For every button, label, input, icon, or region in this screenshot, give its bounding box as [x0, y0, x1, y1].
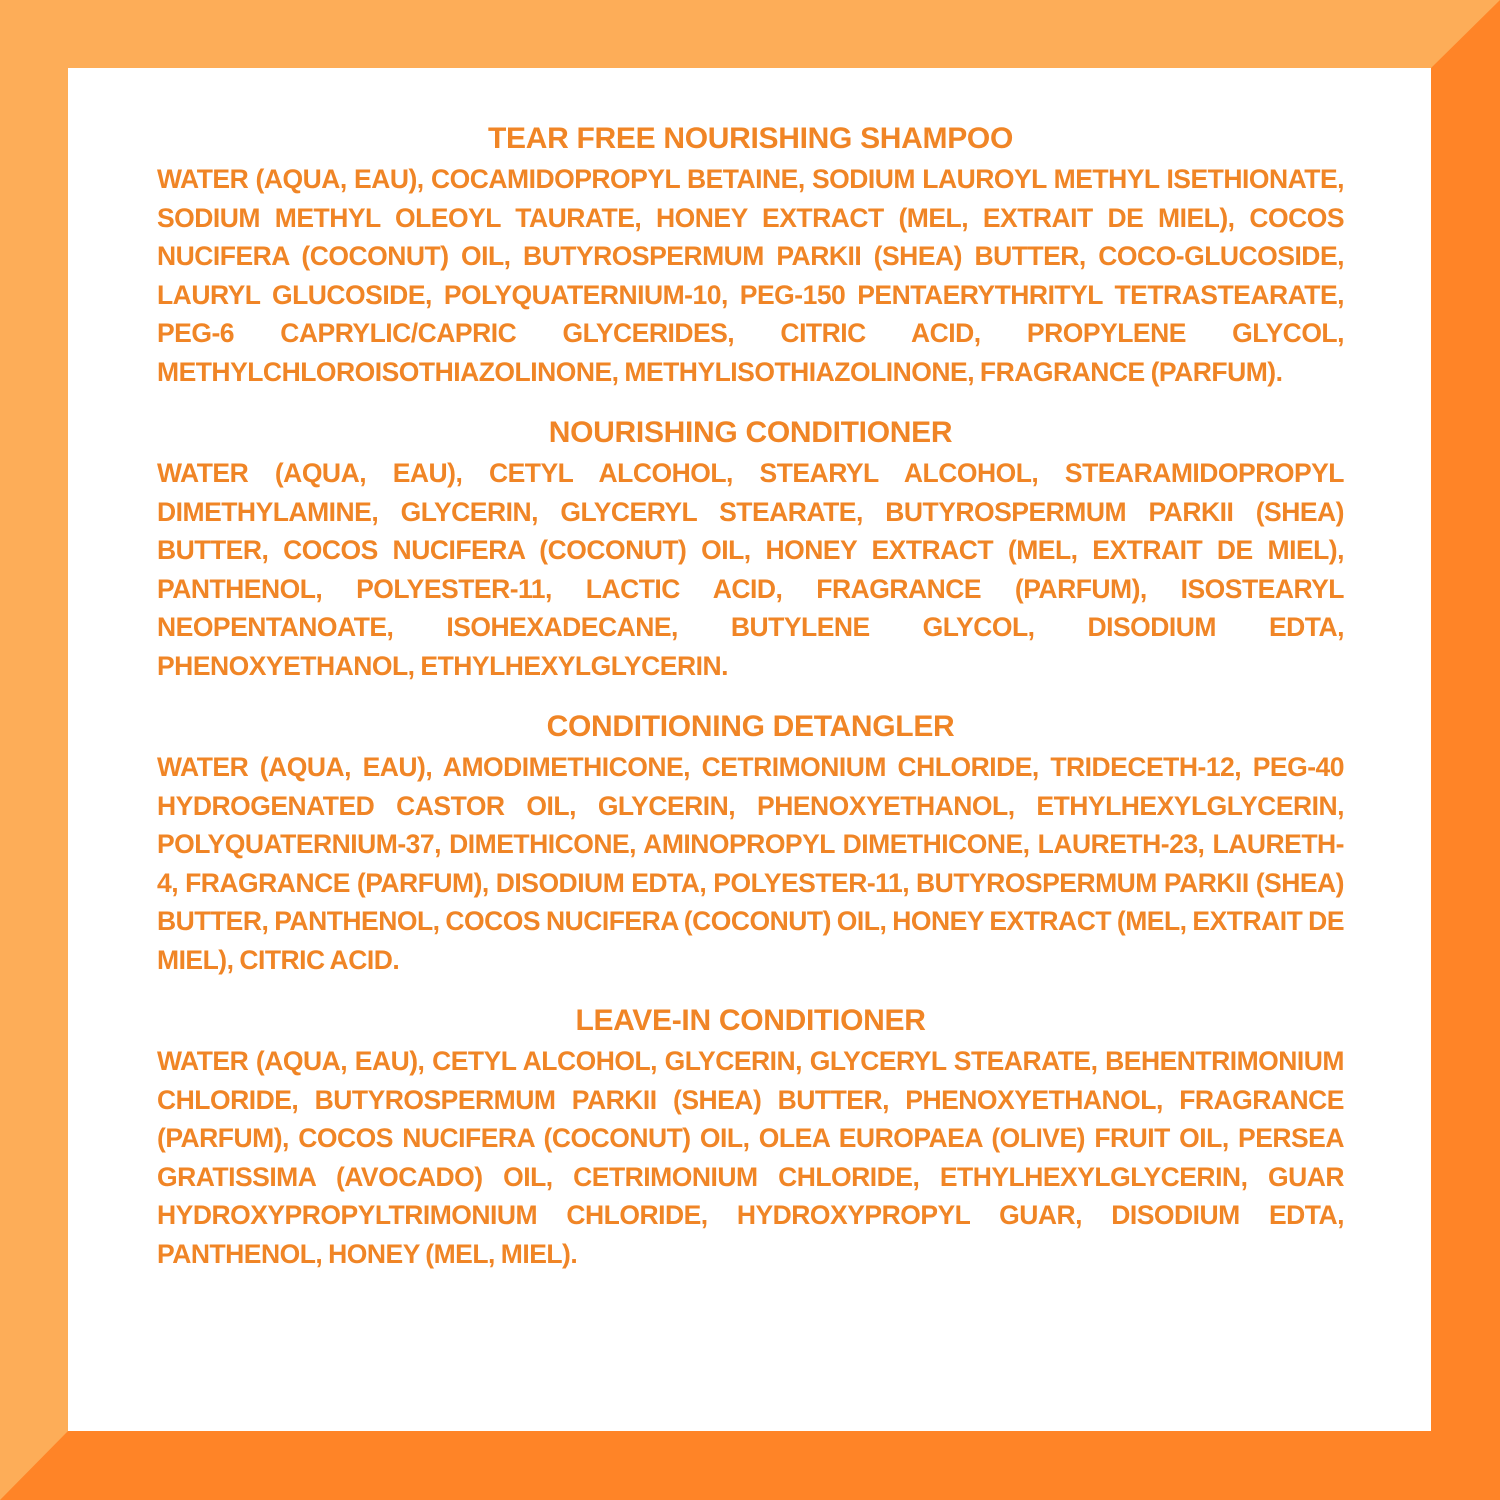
section-title: CONDITIONING DETANGLER — [546, 710, 955, 743]
section-title: NOURISHING CONDITIONER — [548, 416, 953, 449]
section-conditioner — [157, 414, 1344, 685]
ingredient-list: WATER (AQUA, EAU), COCAMIDOPROPYL BETAINE, SODIUM LAUROYL METHYL ISETHIONATE, SODIUM METHYL OLEOYL TAURATE, HONEY EXTRACT (MEL, EXTRAIT DE MIEL), COCOS NUCIFERA (COCONUT) OIL, BUTYROSPERMUM PARKII (SHEA) BUTTER, COCO-GLUCOSIDE, LAURYL GLUCOSIDE, POLYQUATERNIUM-10, PEG-150 PENTAERYTHRITYL TETRASTEARATE, PEG-6 CAPRYLIC/CAPRIC GLYCERIDES, CITRIC ACID, PROPYLENE GLYCOL, METHYLCHLOROISOTHIAZOLINONE, METHYLISOTHIAZOLINONE, FRAGRANCE (PARFUM). — [157, 164, 1344, 387]
ingredient-list: WATER (AQUA, EAU), AMODIMETHICONE, CETRIMONIUM CHLORIDE, TRIDECETH-12, PEG-40 HYDROGENATED CASTOR OIL, GLYCERIN, PHENOXYETHANOL, ETHYLHEXYLGLYCERIN, POLYQUATERNIUM-37, DIMETHICONE, AMINOPROPYL DIMETHICONE, LAURETH-23, LAURETH-4, FRAGRANCE (PARFUM), DISODIUM EDTA, POLYESTER-11, BUTYROSPERMUM PARKII (SHEA) BUTTER, PANTHENOL, COCOS NUCIFERA (COCONUT) OIL, HONEY EXTRACT (MEL, EXTRAIT DE MIEL), CITRIC ACID. — [157, 752, 1344, 975]
section-title: TEAR FREE NOURISHING SHAMPOO — [488, 122, 1013, 155]
ingredient-list: WATER (AQUA, EAU), CETYL ALCOHOL, STEARYL ALCOHOL, STEARAMIDOPROPYL DIMETHYLAMINE, GLYCERIN, GLYCERYL STEARATE, BUTYROSPERMUM PARKII (SHEA) BUTTER, COCOS NUCIFERA (COCONUT) OIL, HONEY EXTRACT (MEL, EXTRAIT DE MIEL), PANTHENOL, POLYESTER-11, LACTIC ACID, FRAGRANCE (PARFUM), ISOSTEARYL NEOPENTANOATE, ISOHEXADECANE, BUTYLENE GLYCOL, DISODIUM EDTA, PHENOXYETHANOL, ETHYLHEXYLGLYCERIN. — [157, 458, 1344, 681]
section-detangler — [157, 708, 1344, 979]
section-shampoo — [157, 120, 1344, 391]
section-title: LEAVE-IN CONDITIONER — [575, 1004, 926, 1037]
ingredients-content — [157, 120, 1344, 1296]
section-leave-in — [157, 1002, 1344, 1273]
ingredient-list: WATER (AQUA, EAU), CETYL ALCOHOL, GLYCERIN, GLYCERYL STEARATE, BEHENTRIMONIUM CHLORIDE, BUTYROSPERMUM PARKII (SHEA) BUTTER, PHENOXYETHANOL, FRAGRANCE (PARFUM), COCOS NUCIFERA (COCONUT) OIL, OLEA EUROPAEA (OLIVE) FRUIT OIL, PERSEA GRATISSIMA (AVOCADO) OIL, CETRIMONIUM CHLORIDE, ETHYLHEXYLGLYCERIN, GUAR HYDROXYPROPYLTRIMONIUM CHLORIDE, HYDROXYPROPYL GUAR, DISODIUM EDTA, PANTHENOL, HONEY (MEL, MIEL). — [157, 1046, 1344, 1269]
